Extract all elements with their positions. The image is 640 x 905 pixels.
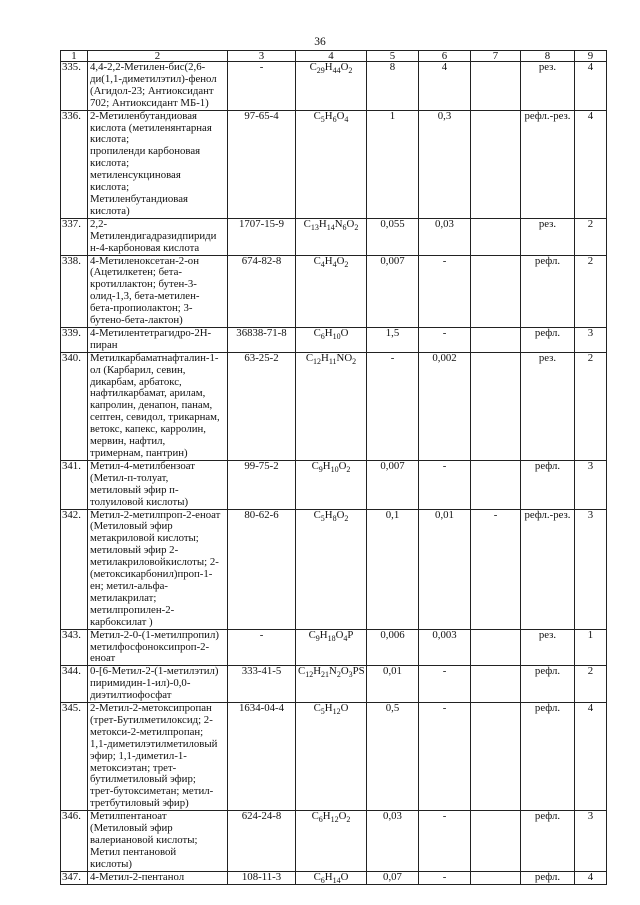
cas-number: 333-41-5 [228, 666, 296, 703]
substance-name: 2,2- Метилендигадразидпириди н-4-карбоновая кислота [88, 218, 228, 255]
chemical-formula: $C_6H_{12}O_2$ [296, 811, 367, 872]
value-col-5: 0,07 [367, 871, 419, 884]
value-col-6: 0,3 [419, 110, 471, 218]
value-col-5: 0,5 [367, 703, 419, 811]
hazard-class: 2 [575, 352, 607, 460]
value-col-5: 0,007 [367, 460, 419, 509]
table-row [61, 352, 607, 460]
value-col-5: 0,007 [367, 255, 419, 327]
value-col-7 [471, 218, 521, 255]
value-col-6: - [419, 460, 471, 509]
column-header: 6 [419, 51, 471, 62]
value-col-6: - [419, 666, 471, 703]
table-row [61, 509, 607, 629]
aggregate-state: рефл. [521, 255, 575, 327]
chemical-formula: $C_{12}H_{11}NO_2$ [296, 352, 367, 460]
hazard-class: 3 [575, 327, 607, 352]
value-col-7 [471, 629, 521, 666]
column-header: 4 [296, 51, 367, 62]
aggregate-state: рез. [521, 629, 575, 666]
substance-name: 4-Метиленоксетан-2-он (Ацетилкетен; бета- кротиллактон; бутен-3- олид-1,3, бета-метилен- бета-пропиолактон; 3- бутено-бета-лактон) [88, 255, 228, 327]
cas-number: - [228, 62, 296, 111]
substance-name: 0-[6-Метил-2-(1-метилэтил) пиримидин-1-ил)-0,0- диэтилтиофосфат [88, 666, 228, 703]
chemical-formula: $C_6H_{14}O$ [296, 871, 367, 884]
value-col-7 [471, 110, 521, 218]
substance-name: 4,4-2,2-Метилен-бис(2,6- ди(1,1-диметилэтил)-фенол (Агидол-23; Антиоксидант 702; Антиоксидант МБ-1) [88, 62, 228, 111]
value-col-5: 1 [367, 110, 419, 218]
value-col-5: 0,1 [367, 509, 419, 629]
value-col-6: 0,002 [419, 352, 471, 460]
row-number: 347. [61, 871, 88, 884]
table-row [61, 62, 607, 111]
substance-name: 4-Метилентетрагидро-2Н- пиран [88, 327, 228, 352]
table-row [61, 629, 607, 666]
table-row [61, 871, 607, 884]
substance-name: 2-Метиленбутандиовая кислота (метиленянтарная кислота; пропиленди карбоновая кислота; метиленсукциновая кислота; Метиленбутандиовая кислота) [88, 110, 228, 218]
value-col-6: 0,01 [419, 509, 471, 629]
row-number: 341. [61, 460, 88, 509]
hazard-class: 3 [575, 811, 607, 872]
hazard-class: 3 [575, 509, 607, 629]
aggregate-state: рефл. [521, 871, 575, 884]
substance-name: Метилкарбаматнафталин-1- ол (Карбарил, севин, дикарбам, арбатокс, нафтилкарбамат, арилам, капролин, денапон, панам, септен, севидол, трикарнам, ветокс, капекс, карролин, мервин, нафтил, тримернам, пантрин) [88, 352, 228, 460]
hazard-class: 2 [575, 218, 607, 255]
substances-table [60, 50, 607, 885]
column-header: 5 [367, 51, 419, 62]
hazard-class: 3 [575, 460, 607, 509]
value-col-7 [471, 255, 521, 327]
page-number: 36 [314, 36, 326, 48]
value-col-7 [471, 62, 521, 111]
table-row [61, 703, 607, 811]
substance-name: Метил-2-метилпроп-2-еноат (Метиловый эфир метакриловой кислоты; метиловый эфир 2- метилакриловойкислоты; 2- (метоксикарбонил)проп-1- ен; метил-альфа- метилакрилат; метилпропилен-2- карбоксилат ) [88, 509, 228, 629]
cas-number: 624-24-8 [228, 811, 296, 872]
value-col-6: 0,003 [419, 629, 471, 666]
value-col-6: - [419, 871, 471, 884]
hazard-class: 2 [575, 666, 607, 703]
aggregate-state: рефл.-рез. [521, 110, 575, 218]
substance-name: Метил-4-метилбензоат (Метил-п-толуат, метиловый эфир п- толуиловой кислоты) [88, 460, 228, 509]
hazard-class: 4 [575, 871, 607, 884]
value-col-6: - [419, 703, 471, 811]
value-col-7 [471, 460, 521, 509]
row-number: 335. [61, 62, 88, 111]
value-col-5: - [367, 352, 419, 460]
aggregate-state: рефл. [521, 666, 575, 703]
value-col-7 [471, 352, 521, 460]
chemical-formula: $C_{13}H_{14}N_6O_2$ [296, 218, 367, 255]
value-col-7 [471, 703, 521, 811]
table-row [61, 255, 607, 327]
value-col-6: 0,03 [419, 218, 471, 255]
value-col-7 [471, 811, 521, 872]
value-col-6: - [419, 255, 471, 327]
column-header: 2 [88, 51, 228, 62]
substance-name: Метил-2-0-(1-метилпропил) метилфосфоноксипроп-2- еноат [88, 629, 228, 666]
value-col-7 [471, 666, 521, 703]
row-number: 338. [61, 255, 88, 327]
chemical-formula: $C_5H_8O_2$ [296, 509, 367, 629]
cas-number: - [228, 629, 296, 666]
value-col-7: - [471, 509, 521, 629]
cas-number: 36838-71-8 [228, 327, 296, 352]
aggregate-state: рефл. [521, 703, 575, 811]
cas-number: 1634-04-4 [228, 703, 296, 811]
aggregate-state: рефл. [521, 460, 575, 509]
chemical-formula: $C_9H_{18}O_4P$ [296, 629, 367, 666]
cas-number: 80-62-6 [228, 509, 296, 629]
row-number: 343. [61, 629, 88, 666]
substance-name: 4-Метил-2-пентанол [88, 871, 228, 884]
column-header: 8 [521, 51, 575, 62]
row-number: 340. [61, 352, 88, 460]
substance-name: Метилпентаноат (Метиловый эфир валериановой кислоты; Метил пентановой кислоты) [88, 811, 228, 872]
value-col-6: 4 [419, 62, 471, 111]
column-header: 3 [228, 51, 296, 62]
table-row [61, 460, 607, 509]
value-col-6: - [419, 811, 471, 872]
table-row [61, 327, 607, 352]
chemical-formula: $C_4H_4O_2$ [296, 255, 367, 327]
hazard-class: 4 [575, 110, 607, 218]
cas-number: 99-75-2 [228, 460, 296, 509]
chemical-formula: $C_9H_{10}O_2$ [296, 460, 367, 509]
column-header: 9 [575, 51, 607, 62]
table-row [61, 110, 607, 218]
value-col-5: 8 [367, 62, 419, 111]
substance-name: 2-Метил-2-метоксипропан (трет-Бутилметилоксид; 2- метокси-2-метилпропан; 1,1-диметилэтилметиловый эфир; 1,1-диметил-1- метоксиэтан; трет- бутилметиловый эфир; трет-бутоксиметан; метил- третбутиловый эфир) [88, 703, 228, 811]
cas-number: 63-25-2 [228, 352, 296, 460]
value-col-5: 0,01 [367, 666, 419, 703]
row-number: 342. [61, 509, 88, 629]
cas-number: 1707-15-9 [228, 218, 296, 255]
value-col-7 [471, 327, 521, 352]
aggregate-state: рефл.-рез. [521, 509, 575, 629]
chemical-formula: $C_{29}H_{44}O_2$ [296, 62, 367, 111]
value-col-5: 1,5 [367, 327, 419, 352]
column-header: 7 [471, 51, 521, 62]
row-number: 339. [61, 327, 88, 352]
hazard-class: 1 [575, 629, 607, 666]
row-number: 336. [61, 110, 88, 218]
column-header: 1 [61, 51, 88, 62]
value-col-5: 0,006 [367, 629, 419, 666]
table-row [61, 811, 607, 872]
aggregate-state: рез. [521, 62, 575, 111]
aggregate-state: рефл. [521, 811, 575, 872]
value-col-7 [471, 871, 521, 884]
cas-number: 108-11-3 [228, 871, 296, 884]
chemical-formula: $C_6H_{10}O$ [296, 327, 367, 352]
chemical-formula: $C_{12}H_{21}N_2O_3PS$ [296, 666, 367, 703]
hazard-class: 4 [575, 62, 607, 111]
row-number: 337. [61, 218, 88, 255]
aggregate-state: рез. [521, 352, 575, 460]
hazard-class: 4 [575, 703, 607, 811]
row-number: 344. [61, 666, 88, 703]
table-row [61, 666, 607, 703]
value-col-5: 0,055 [367, 218, 419, 255]
hazard-class: 2 [575, 255, 607, 327]
aggregate-state: рефл. [521, 327, 575, 352]
value-col-6: - [419, 327, 471, 352]
cas-number: 674-82-8 [228, 255, 296, 327]
row-number: 345. [61, 703, 88, 811]
table-row [61, 218, 607, 255]
aggregate-state: рез. [521, 218, 575, 255]
row-number: 346. [61, 811, 88, 872]
column-number-row [61, 51, 607, 62]
value-col-5: 0,03 [367, 811, 419, 872]
chemical-formula: $C_5H_{12}O$ [296, 703, 367, 811]
cas-number: 97-65-4 [228, 110, 296, 218]
chemical-formula: $C_5H_6O_4$ [296, 110, 367, 218]
